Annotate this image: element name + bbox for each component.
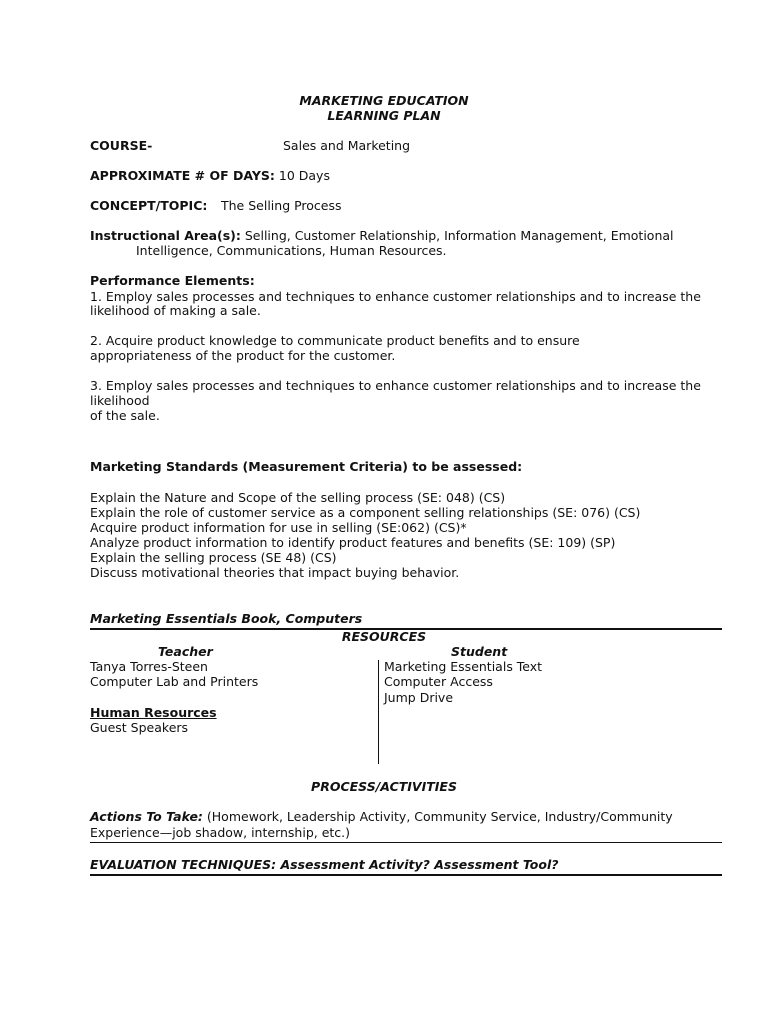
doc-title-line1: MARKETING EDUCATION: [299, 93, 469, 108]
process-heading: PROCESS/ACTIVITIES: [311, 779, 457, 794]
course-value: Sales and Marketing: [283, 138, 411, 153]
instructional-area-label: Instructional Area(s):: [90, 228, 241, 243]
perf-item-2-line1: 2. Acquire product knowledge to communicate product benefits and to ensure: [90, 333, 580, 348]
human-resources-item: Guest Speakers: [90, 720, 189, 735]
doc-title-line2: LEARNING PLAN: [327, 108, 441, 123]
instructional-area-text1: Selling, Customer Relationship, Information Management, Emotional: [244, 228, 674, 243]
student-item: Jump Drive: [384, 690, 454, 705]
standards-heading: Marketing Standards (Measurement Criteria) to be assessed:: [90, 459, 523, 474]
instructional-area-line2: Intelligence, Communications, Human Resources.: [136, 243, 447, 258]
standard-item: Explain the Nature and Scope of the selling process (SE: 048) (CS): [90, 490, 506, 505]
days-value: 10 Days: [278, 168, 330, 183]
perf-item-1-line2: likelihood of making a sale.: [90, 303, 261, 318]
evaluation-heading: EVALUATION TECHNIQUES: Assessment Activity? Assessment Tool?: [90, 857, 559, 872]
instructional-area-line1: [90, 228, 674, 243]
actions-divider: [90, 842, 722, 843]
course-label: COURSE-: [90, 138, 153, 153]
concept-value: The Selling Process: [221, 198, 342, 213]
actions-text1: (Homework, Leadership Activity, Community Service, Industry/Community: [206, 809, 673, 824]
column-divider: [378, 660, 379, 764]
standard-item: Explain the selling process (SE 48) (CS): [90, 550, 337, 565]
perf-item-3-line3: of the sale.: [90, 408, 160, 423]
student-item: Marketing Essentials Text: [384, 659, 543, 674]
actions-line1: [90, 809, 673, 824]
resources-heading: RESOURCES: [341, 629, 427, 644]
student-heading: Student: [451, 644, 508, 659]
teacher-item: Tanya Torres-Steen: [90, 659, 208, 674]
standard-item: Explain the role of customer service as a component selling relationships (SE: 076) (CS): [90, 505, 641, 520]
student-item: Computer Access: [384, 674, 493, 689]
standard-item: Acquire product information for use in selling (SE:062) (CS)*: [90, 520, 467, 535]
days-label: APPROXIMATE # OF DAYS:: [90, 168, 275, 183]
teacher-heading: Teacher: [158, 644, 213, 659]
standard-item: Analyze product information to identify product features and benefits (SE: 109) (SP): [90, 535, 616, 550]
evaluation-divider: [90, 874, 722, 876]
materials-line: Marketing Essentials Book, Computers: [90, 611, 363, 626]
perf-item-1-line1: 1. Employ sales processes and techniques to enhance customer relationships and to increase the: [90, 289, 701, 304]
performance-heading: Performance Elements:: [90, 273, 255, 288]
days-row: [90, 168, 330, 183]
standard-item: Discuss motivational theories that impact buying behavior.: [90, 565, 460, 580]
perf-item-3-line2: likelihood: [90, 393, 150, 408]
concept-label: CONCEPT/TOPIC:: [90, 198, 208, 213]
human-resources-heading: Human Resources: [90, 705, 217, 720]
teacher-item: Computer Lab and Printers: [90, 674, 259, 689]
perf-item-3-line1: 3. Employ sales processes and techniques to enhance customer relationships and to increase the: [90, 378, 701, 393]
actions-label: Actions To Take:: [90, 809, 203, 824]
perf-item-2-line2: appropriateness of the product for the customer.: [90, 348, 396, 363]
actions-line2: Experience—job shadow, internship, etc.): [90, 825, 351, 840]
